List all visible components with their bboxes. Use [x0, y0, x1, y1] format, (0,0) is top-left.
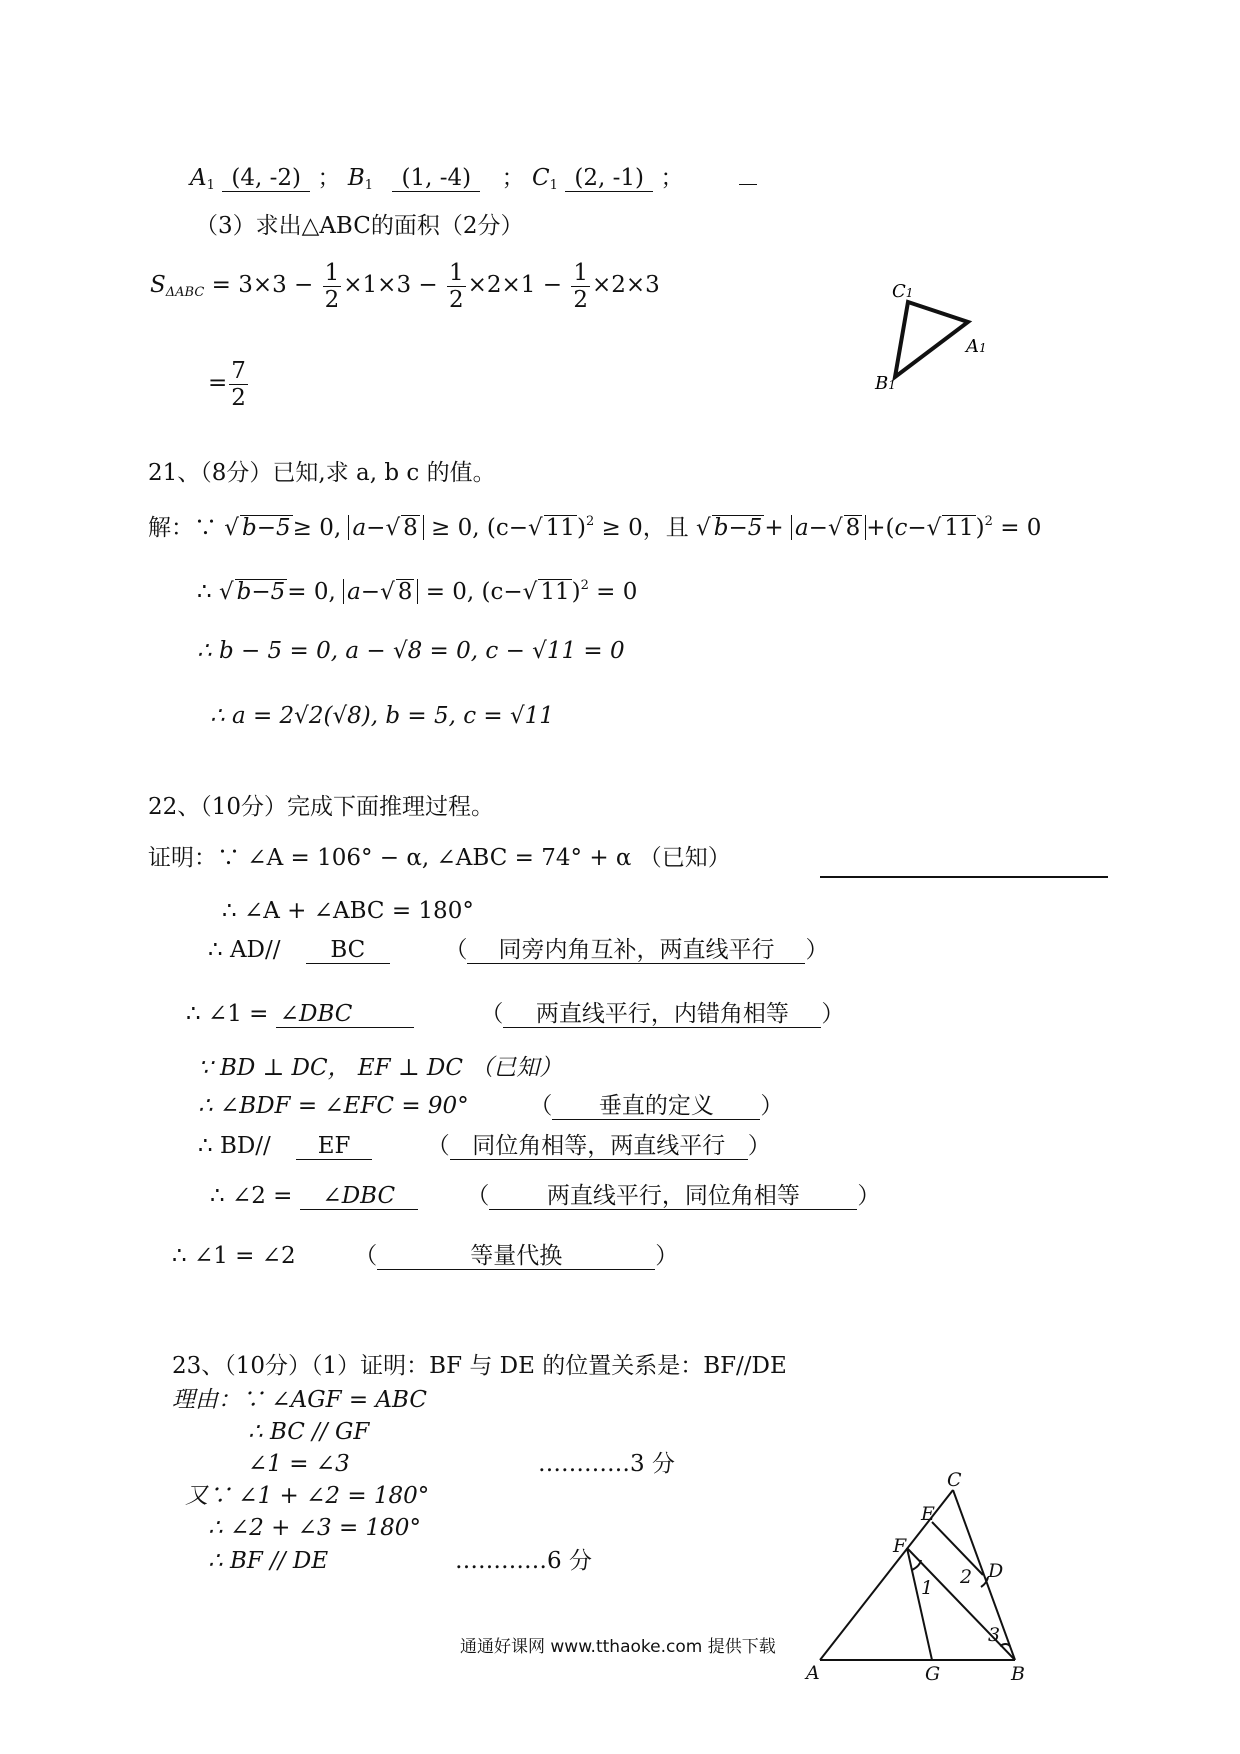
q22-l1: ∴ ∠A + ∠ABC = 180° [222, 898, 474, 924]
area-t2: ×2×1 − [467, 272, 563, 298]
blank-line-long [820, 876, 1108, 878]
c1-sub: 1 [549, 178, 558, 193]
area-result: = $\frac{7}{2}$ [208, 357, 246, 411]
reason-3: 两直线平行，内错角相等 [503, 1001, 821, 1028]
q23-score-3: …………3 分 [538, 1451, 675, 1477]
q23-l1: 理由：∵ ∠AGF = ABC [172, 1387, 427, 1413]
label-c1: C1 [892, 281, 914, 302]
sep-2: ； [501, 165, 525, 191]
trailing-blank [739, 184, 757, 185]
sep-1: ； [317, 165, 341, 191]
q23-l5: ∴ ∠2 + ∠3 = 180° [208, 1515, 421, 1541]
area-lhs-sub: ΔABC [165, 285, 205, 300]
q22-l2: ∴ AD// BC （ 同旁内角互补，两直线平行 ） [208, 937, 829, 963]
result-frac: $\frac{7}{2}$ [231, 357, 246, 411]
area-t3: ×2×3 [591, 272, 660, 298]
blank-bc: BC [306, 937, 390, 964]
label-d: D [988, 1560, 1004, 1582]
q22-l7: ∴ ∠2 = ∠DBC （ 两直线平行，同位角相等 ） [210, 1183, 881, 1209]
b1-label: B [347, 165, 365, 191]
sep-3: ； [660, 165, 684, 191]
c1-label: C [531, 165, 550, 191]
label-angle-1: 1 [921, 1577, 934, 1599]
geometry-figure [800, 1470, 1050, 1685]
q21-step0: 解：∵ √ b−5≥ 0, a−√ 8 ≥ 0, (c−√ 11)$^2$ ≥ 0，且 √ b−5+ a−√ 8 +(c−√ 11)$^2$ = 0 [148, 514, 1042, 541]
label-a: A [806, 1662, 820, 1684]
q21-step2: ∴ b − 5 = 0, a − √8 = 0, c − √11 = 0 [197, 638, 625, 664]
q22-l4: ∵ BD ⊥ DC， EF ⊥ DC （已知） [198, 1055, 563, 1081]
c1-value: (2, -1) [565, 165, 653, 192]
q23-score-6: …………6 分 [455, 1548, 592, 1574]
area-heading: （3）求出△ABC的面积（2分） [195, 213, 524, 239]
area-eq1: = 3×3 − [211, 272, 314, 298]
q23-heading: 23、（10分）（1）证明：BF 与 DE 的位置关系是：BF//DE [172, 1353, 787, 1379]
a1-sub: 1 [206, 178, 215, 193]
b1-sub: 1 [364, 178, 374, 193]
reason-2: 同旁内角互补，两直线平行 [467, 937, 805, 964]
label-b: B [1011, 1663, 1025, 1685]
label-g: G [925, 1663, 941, 1685]
triangle-a1b1c1 [895, 302, 968, 377]
q23-l6: ∴ BF // DE [208, 1548, 329, 1574]
angle-3-arc [1000, 1644, 1010, 1646]
q22-l6: ∴ BD// EF （ 同位角相等，两直线平行 ） [198, 1133, 771, 1159]
q21-step3: ∴ a = 2√2(√8), b = 5, c = √11 [210, 703, 554, 729]
label-b1: B1 [875, 373, 896, 394]
label-a1: A1 [966, 336, 987, 357]
q21-step1: ∴ √ b−5= 0, a−√ 8 = 0, (c−√ 11)$^2$ = 0 [197, 578, 638, 605]
q23-l4: 又∵ ∠1 + ∠2 = 180° [185, 1483, 430, 1509]
area-lhs: S [150, 272, 166, 298]
angle-1-arc [912, 1560, 921, 1570]
q23-l3: ∠1 = ∠3 [248, 1451, 350, 1477]
reason-8: 等量代换 [377, 1243, 655, 1270]
label-c: C [947, 1470, 962, 1491]
footer-text: 通通好课网 www.tthaoke.com 提供下载 [460, 1637, 776, 1657]
coords-line [190, 162, 757, 202]
q22-l5: ∴ ∠BDF = ∠EFC = 90° （ 垂直的定义 ） [198, 1093, 784, 1119]
area-formula [150, 256, 660, 322]
frac-2: $\frac{1}{2}$ [448, 259, 464, 313]
label-angle-2: 2 [960, 1566, 973, 1588]
q22-l3: ∴ ∠1 = ∠DBC （ 两直线平行，内错角相等 ） [186, 1001, 845, 1027]
triangle-a1b1c1-figure [860, 275, 1020, 405]
a1-value: (4, -2) [222, 165, 310, 192]
area-t1: ×1×3 − [343, 272, 438, 298]
blank-dbc-1: ∠DBC [276, 1001, 414, 1028]
label-angle-3: 3 [988, 1624, 1001, 1646]
reason-6: 同位角相等，两直线平行 [450, 1133, 748, 1160]
q22-proof-start: 证明：∵ ∠A = 106° − α, ∠ABC = 74° + α （已知） [148, 845, 731, 871]
a1-label: A [190, 165, 207, 191]
q23-l2: ∴ BC // GF [248, 1419, 370, 1445]
b1-value: (1, -4) [392, 165, 480, 192]
blank-ef: EF [296, 1133, 372, 1160]
q21-heading: 21、（8分）已知,求 a, b c 的值。 [148, 460, 496, 486]
blank-dbc-2: ∠DBC [300, 1183, 418, 1210]
label-e: E [921, 1503, 935, 1525]
reason-7: 两直线平行，同位角相等 [489, 1183, 857, 1210]
q22-heading: 22、（10分）完成下面推理过程。 [148, 794, 495, 820]
q22-l8: ∴ ∠1 = ∠2 （ 等量代换 ） [172, 1243, 679, 1269]
frac-3: $\frac{1}{2}$ [573, 259, 588, 313]
reason-5: 垂直的定义 [552, 1093, 760, 1120]
label-f: F [893, 1535, 907, 1557]
frac-1: $\frac{1}{2}$ [324, 259, 340, 313]
